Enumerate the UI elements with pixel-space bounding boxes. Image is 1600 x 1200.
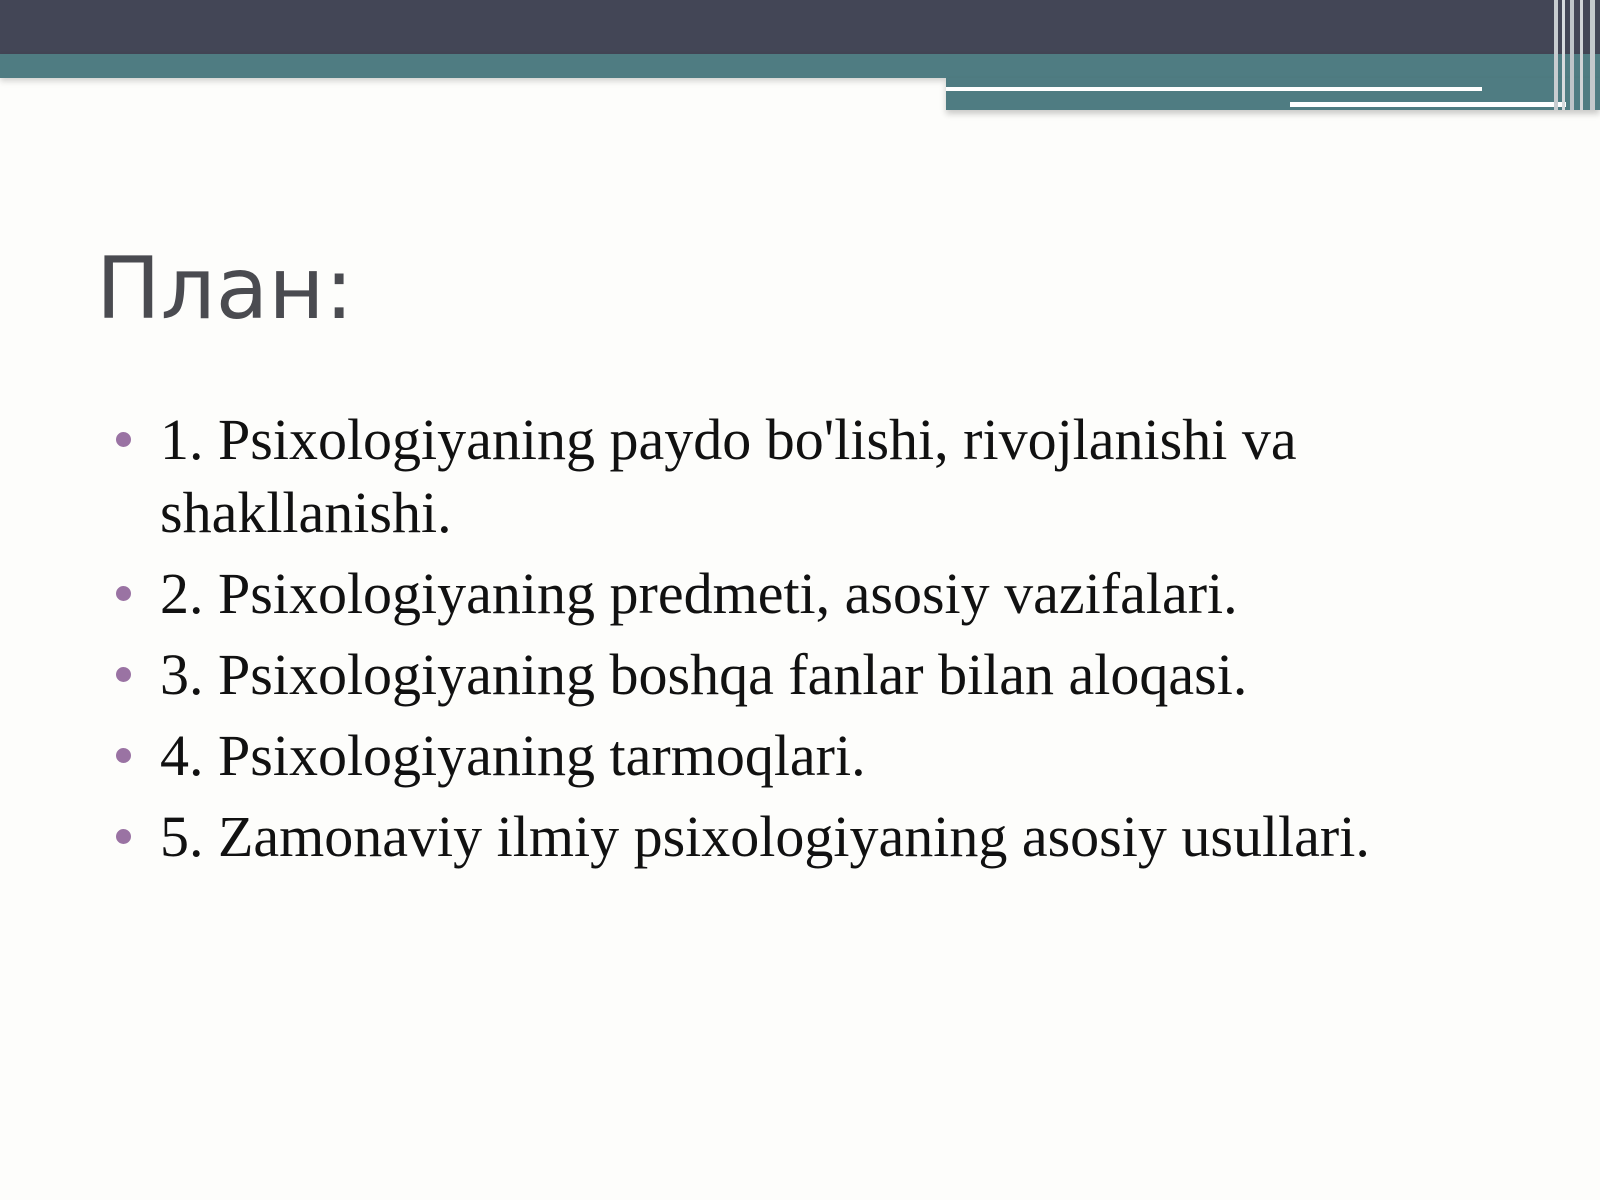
header-white-line <box>946 87 1482 91</box>
plan-item-text: 1. Psixologiyaning paydo bo'lishi, rivojlanishi va shakllanishi. <box>160 407 1297 545</box>
edge-stripe <box>1590 0 1595 110</box>
edge-stripe <box>1570 0 1574 110</box>
plan-item <box>112 800 1552 873</box>
edge-stripe <box>1554 0 1558 110</box>
plan-list <box>112 403 1552 881</box>
plan-item <box>112 638 1552 711</box>
plan-item <box>112 557 1552 630</box>
plan-item <box>112 403 1552 549</box>
plan-item-text: 3. Psixologiyaning boshqa fanlar bilan aloqasi. <box>160 642 1248 707</box>
bullet-icon <box>116 748 131 763</box>
bullet-icon <box>116 432 131 447</box>
header-teal-band <box>0 54 1600 78</box>
bullet-icon <box>116 667 131 682</box>
plan-item-text: 4. Psixologiyaning tarmoqlari. <box>160 723 866 788</box>
edge-stripe <box>1562 0 1565 110</box>
header-dark-band <box>0 0 1600 54</box>
slide-title: План: <box>96 239 354 339</box>
plan-item <box>112 719 1552 792</box>
bullet-icon <box>116 829 131 844</box>
bullet-icon <box>116 586 131 601</box>
plan-item-text: 5. Zamonaviy ilmiy psixologiyaning asosiy usullari. <box>160 804 1370 869</box>
header-white-line-short <box>1290 102 1566 107</box>
plan-item-text: 2. Psixologiyaning predmeti, asosiy vazifalari. <box>160 561 1238 626</box>
edge-stripe <box>1580 0 1583 110</box>
